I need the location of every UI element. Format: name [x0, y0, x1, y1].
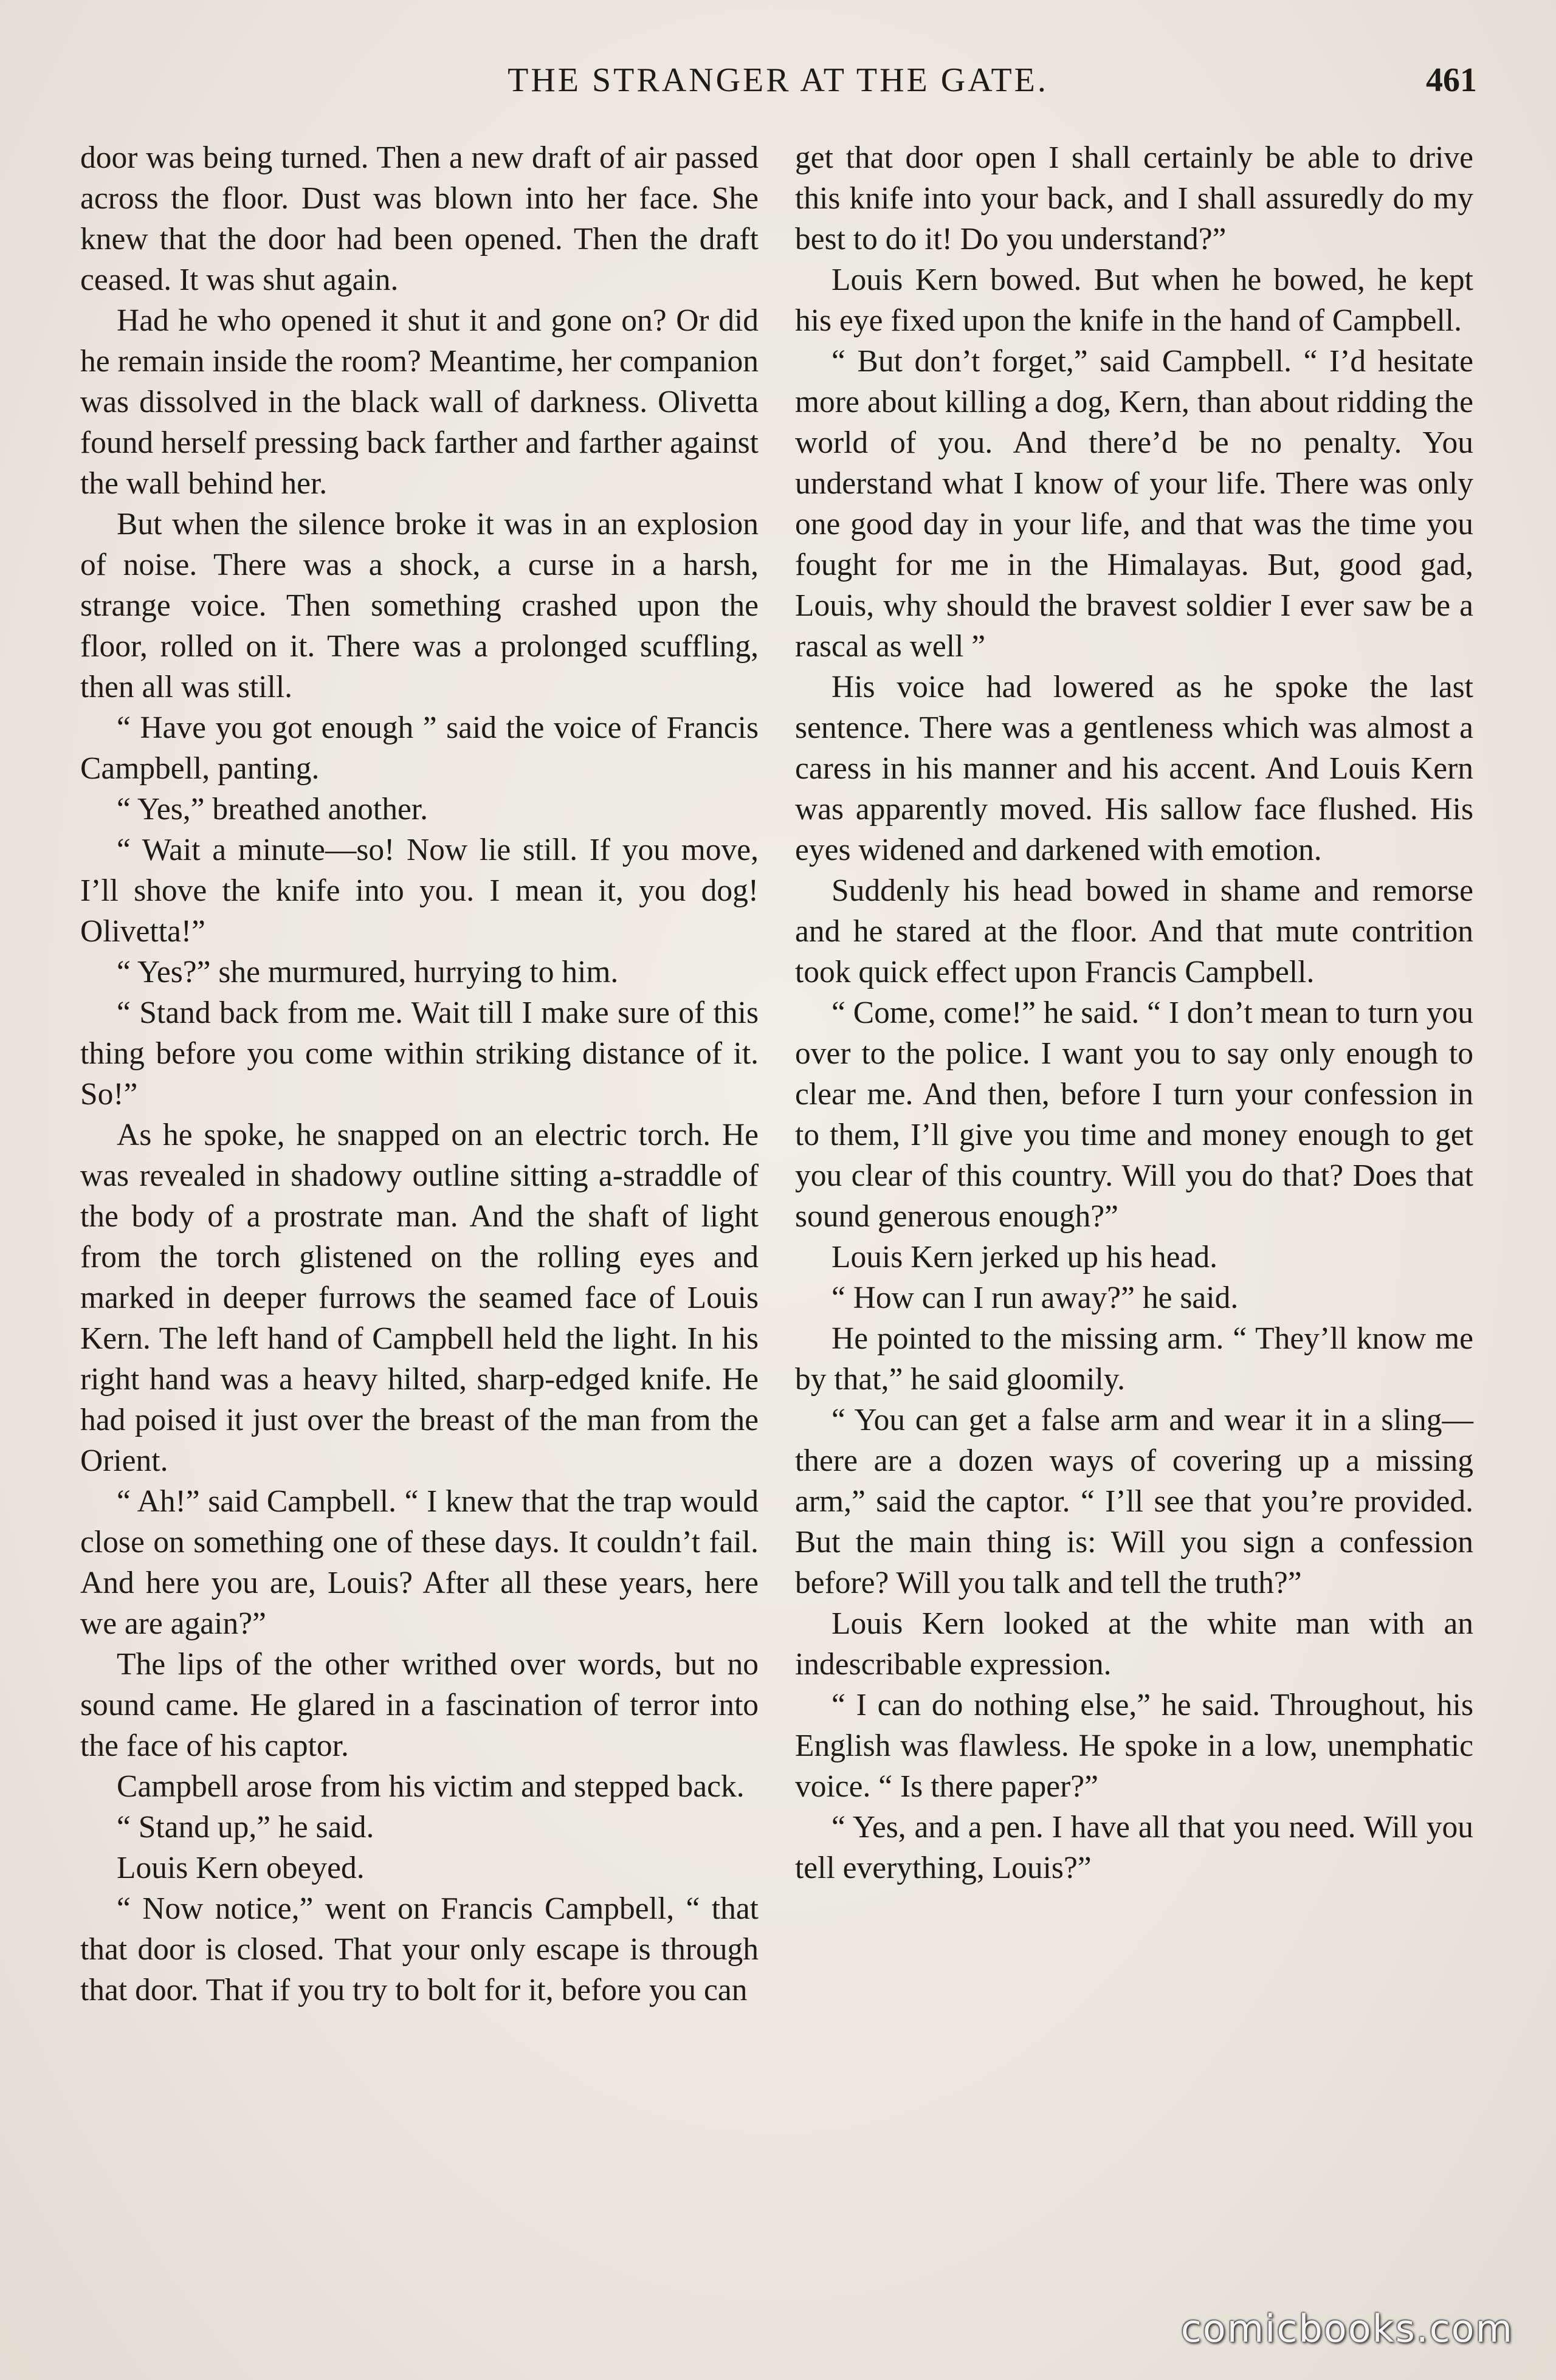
right-column: [795, 137, 1473, 1888]
paragraph: “ Wait a minute—so! Now lie still. If you move, I’ll shove the knife into you. I mean it, you dog! Olivetta!”: [80, 833, 759, 949]
paragraph: Louis Kern looked at the white man with an indescribable expression.: [795, 1606, 1473, 1682]
paragraph: His voice had lowered as he spoke the last sentence. There was a gentleness which was almost a caress in his manner and his accent. And Louis Kern was apparently moved. His sallow face flushed. His eyes widened and darkened with emotion.: [795, 670, 1473, 867]
paragraph: “ Ah!” said Campbell. “ I knew that the trap would close on something one of these days. It couldn’t fail. And here you are, Louis? After all these years, here we are again?”: [80, 1484, 759, 1641]
paragraph: “ Have you got enough ” said the voice of Francis Campbell, panting.: [80, 710, 759, 786]
watermark-logo: comicbooks.com: [1180, 2306, 1513, 2351]
paragraph: But when the silence broke it was in an explosion of noise. There was a shock, a curse in a harsh, strange voice. Then something crashed upon the floor, rolled on it. There was a prolonged scuffling, then all was still.: [80, 507, 759, 704]
paragraph: “ Yes?” she murmured, hurrying to him.: [117, 955, 619, 989]
paragraph: Campbell arose from his victim and stepped back.: [117, 1769, 745, 1804]
paragraph: “ Come, come!” he said. “ I don’t mean to turn you over to the police. I want you to say only enough to clear me. And then, before I turn your confession in to them, I’ll give you time and money enough to get you clear of this country. Will you do that? Does that sound generous enough?”: [795, 996, 1473, 1234]
paragraph: get that door open I shall certainly be able to drive this knife into your back, and I shall assuredly do my best to do it! Do you understand?”: [795, 140, 1473, 256]
paragraph: Had he who opened it shut it and gone on? Or did he remain inside the room? Meantime, her companion was dissolved in the black wall of darkness. Olivetta found herself pressing back farther and farther against the wall behind her.: [80, 303, 759, 501]
paragraph: “ Yes,” breathed another.: [117, 792, 428, 827]
paragraph: Louis Kern bowed. But when he bowed, he kept his eye fixed upon the knife in the hand of Campbell.: [795, 263, 1473, 338]
page-number: 461: [1426, 61, 1477, 99]
paragraph: door was being turned. Then a new draft of air passed across the floor. Dust was blown into her face. She knew that the door had been opened. Then the draft ceased. It was shut again.: [80, 140, 759, 297]
paragraph: “ Now notice,” went on Francis Campbell, “ that that door is closed. That your only escape is through that door. That if you try to bolt for it, before you can: [80, 1891, 759, 2007]
paragraph: As he spoke, he snapped on an electric torch. He was revealed in shadowy outline sitting a-straddle of the body of a prostrate man. And the shaft of light from the torch glistened on the rolling eyes and marked in deeper furrows the seamed face of Louis Kern. The left hand of Campbell held the light. In his right hand was a heavy hilted, sharp-edged knife. He had poised it just over the breast of the man from the Orient.: [80, 1118, 759, 1478]
page-header: [79, 56, 1477, 105]
paragraph: “ Yes, and a pen. I have all that you need. Will you tell everything, Louis?”: [795, 1810, 1473, 1885]
running-head: THE STRANGER AT THE GATE.: [508, 61, 1048, 99]
paragraph: “ How can I run away?” he said.: [831, 1281, 1239, 1315]
paragraph: He pointed to the missing arm. “ They’ll know me by that,” he said gloomily.: [795, 1321, 1473, 1397]
left-column: [80, 137, 759, 2010]
paragraph: “ You can get a false arm and wear it in a sling—there are a dozen ways of covering up a missing arm,” said the captor. “ I’ll see that you’re provided. But the main thing is: Will you sign a confession before? Will you talk and tell the truth?”: [795, 1403, 1473, 1600]
paragraph: “ Stand back from me. Wait till I make sure of this thing before you come within striking distance of it. So!”: [80, 996, 759, 1112]
paragraph: Louis Kern obeyed.: [117, 1851, 365, 1885]
paragraph: Suddenly his head bowed in shame and remorse and he stared at the floor. And that mute contrition took quick effect upon Francis Campbell.: [795, 873, 1473, 989]
paragraph: Louis Kern jerked up his head.: [831, 1240, 1217, 1274]
paragraph: “ But don’t forget,” said Campbell. “ I’d hesitate more about killing a dog, Kern, than about ridding the world of you. And there’d be no penalty. You understand what I know of your life. There was only one good day in your life, and that was the time you fought for me in the Himalayas. But, good gad, Louis, why should the bravest soldier I ever saw be a rascal as well ”: [795, 344, 1473, 664]
paragraph: “ I can do nothing else,” he said. Throughout, his English was flawless. He spoke in a low, unemphatic voice. “ Is there paper?”: [795, 1688, 1473, 1804]
paragraph: “ Stand up,” he said.: [117, 1810, 374, 1845]
paragraph: The lips of the other writhed over words, but no sound came. He glared in a fascination of terror into the face of his captor.: [80, 1647, 759, 1763]
